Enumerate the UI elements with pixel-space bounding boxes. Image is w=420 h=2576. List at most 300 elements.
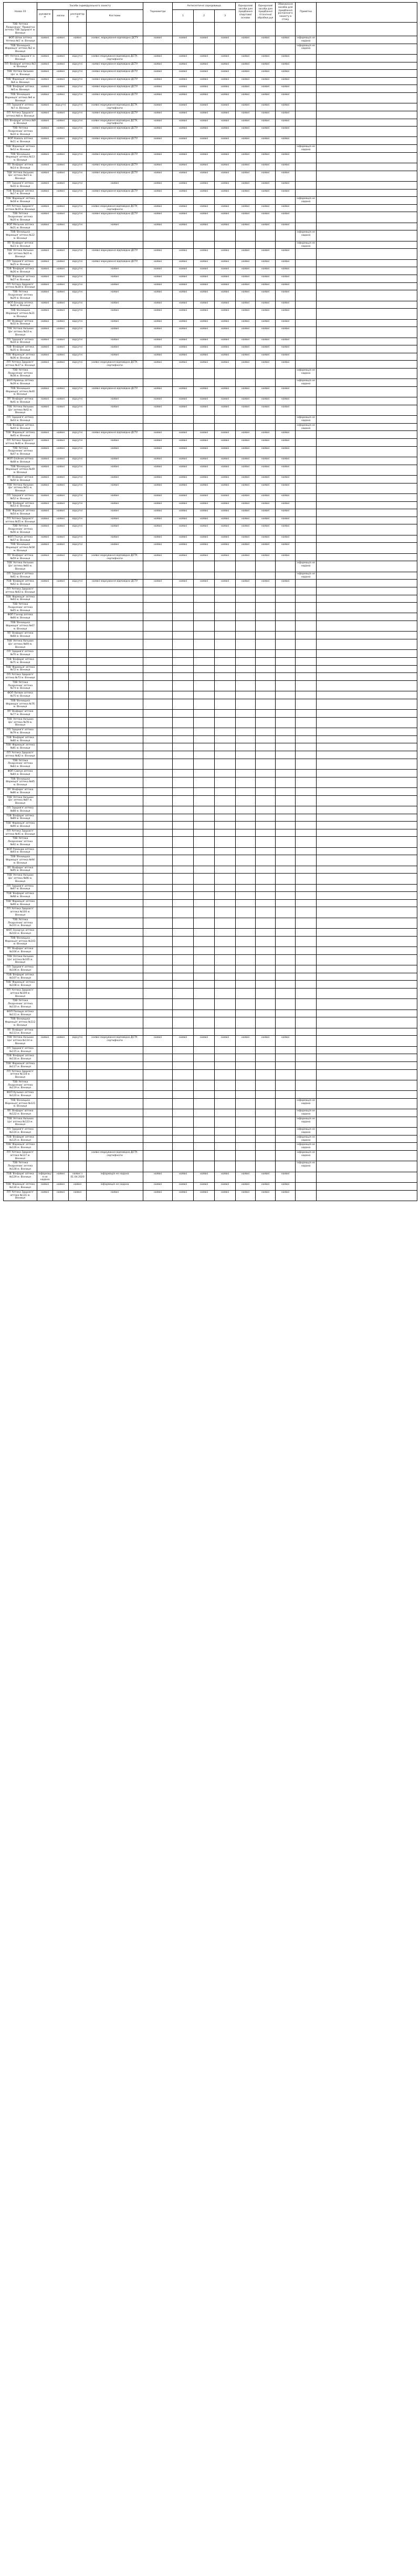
cell-hyg xyxy=(256,632,276,639)
cell-gloves xyxy=(37,769,53,777)
cell-resp xyxy=(69,981,87,989)
cell-hyg: наявні xyxy=(256,85,276,93)
cell-a3 xyxy=(215,710,236,718)
table-row xyxy=(4,517,417,524)
cell-spacer xyxy=(317,759,417,769)
cell-a1 xyxy=(173,929,194,937)
cell-therm xyxy=(143,587,173,595)
cell-a2: наявні xyxy=(194,501,215,509)
cell-gloves: наявні xyxy=(37,189,53,197)
header-means-group: Засоби індивідуального захисту xyxy=(37,3,143,10)
cell-masks: наявні xyxy=(53,327,69,338)
cell-a1: наявні xyxy=(173,553,194,561)
cell-disp xyxy=(236,1098,256,1109)
table-row xyxy=(4,267,417,275)
cell-gloves: наявні xyxy=(37,338,53,345)
table-row xyxy=(4,907,417,918)
cell-suits xyxy=(87,981,143,989)
table-row xyxy=(4,137,417,145)
table-row xyxy=(4,182,417,190)
cell-therm xyxy=(143,759,173,769)
cell-restr xyxy=(276,806,296,814)
cell-gloves xyxy=(37,929,53,937)
table-row xyxy=(4,171,417,181)
cell-restr: наявні xyxy=(276,483,296,493)
cell-therm: наявні xyxy=(143,319,173,327)
cell-masks: наявні xyxy=(53,62,69,70)
cell-suits xyxy=(87,658,143,666)
cell-name: ТОВ 'Фармація' аптека №27 м. Вінниця xyxy=(4,275,37,282)
table-row xyxy=(4,204,417,212)
table-row xyxy=(4,465,417,475)
cell-therm: наявні xyxy=(143,361,173,369)
cell-disp: наявні xyxy=(236,290,256,301)
cell-restr xyxy=(276,639,296,650)
cell-name: ТОВ 'Вінницька Фармація' аптека №112 м. Вінниця xyxy=(4,1017,37,1028)
cell-name: ПП 'Аптека Здоров'я' аптека №118 м. Вінниця xyxy=(4,1069,37,1080)
table-row xyxy=(4,999,417,1010)
cell-a2 xyxy=(194,1128,215,1135)
cell-a3 xyxy=(215,197,236,205)
cell-suits xyxy=(87,241,143,249)
cell-a2 xyxy=(194,829,215,837)
cell-hyg: наявні xyxy=(256,301,276,309)
cell-gloves xyxy=(37,561,53,572)
cell-masks: наявні xyxy=(53,54,69,62)
table-row xyxy=(4,1069,417,1080)
cell-disp xyxy=(236,1109,256,1117)
cell-gloves: наявні xyxy=(37,301,53,309)
cell-a1 xyxy=(173,814,194,822)
cell-hyg xyxy=(256,416,276,424)
cell-note xyxy=(296,493,317,501)
cell-masks xyxy=(53,416,69,424)
cell-name: ТОВ 'Вінницька Фармація' аптека №103 м. Вінниця xyxy=(4,936,37,947)
cell-note xyxy=(296,543,317,553)
cell-therm xyxy=(143,1028,173,1036)
cell-name: ПП 'Аптека Здоров'я' аптека №91 м. Вінниця xyxy=(4,829,37,837)
cell-a3 xyxy=(215,1128,236,1135)
cell-hyg: наявні xyxy=(256,457,276,465)
cell-a2: наявні xyxy=(194,77,215,85)
cell-masks: наявні xyxy=(53,189,69,197)
cell-resp xyxy=(69,743,87,751)
cell-disp xyxy=(236,230,256,241)
cell-resp xyxy=(69,639,87,650)
cell-suits: наявні маркування відповідно ДСТУ xyxy=(87,431,143,439)
cell-restr: наявні xyxy=(276,282,296,290)
cell-a3 xyxy=(215,988,236,998)
cell-resp: відсутні xyxy=(69,171,87,181)
cell-suits xyxy=(87,892,143,900)
cell-name: ТОВ 'Аптека Лікарняних' аптека №56 м. Вінниця xyxy=(4,524,37,535)
table-row xyxy=(4,535,417,543)
cell-name: ТОВ 'Фармація' аптека №117 м. Вінниця xyxy=(4,1061,37,1069)
cell-restr: наявні xyxy=(276,1183,296,1191)
cell-resp xyxy=(69,658,87,666)
cell-disp: наявні xyxy=(236,386,256,397)
cell-note xyxy=(296,973,317,981)
cell-disp: наявні xyxy=(236,103,256,111)
cell-disp: наявні xyxy=(236,85,256,93)
cell-a2: наявні xyxy=(194,70,215,78)
table-row xyxy=(4,111,417,119)
cell-note xyxy=(296,1183,317,1191)
cell-name: ТОВ 'Фармація' аптека №54 м. Вінниця xyxy=(4,509,37,517)
cell-therm: наявні xyxy=(143,282,173,290)
cell-spacer xyxy=(317,379,417,387)
cell-disp: наявні xyxy=(236,127,256,137)
cell-restr xyxy=(276,822,296,829)
cell-note: інформація не надана xyxy=(296,230,317,241)
cell-masks xyxy=(53,874,69,884)
cell-a3: наявні xyxy=(215,1172,236,1182)
cell-gloves: наявні xyxy=(37,54,53,62)
cell-suits xyxy=(87,423,143,431)
cell-disp: наявні xyxy=(236,580,256,587)
cell-a3 xyxy=(215,230,236,241)
cell-a1 xyxy=(173,572,194,580)
cell-resp xyxy=(69,613,87,621)
cell-restr: наявні xyxy=(276,267,296,275)
cell-name: ПП 'Здоров'я' аптека №52 м. Вінниця xyxy=(4,493,37,501)
cell-a1: наявні xyxy=(173,338,194,345)
cell-note xyxy=(296,954,317,965)
cell-disp xyxy=(236,735,256,743)
cell-note xyxy=(296,621,317,632)
header-dispensers: Одноразові засоби для придбання спиртової основи xyxy=(236,3,256,23)
cell-a2: наявні xyxy=(194,249,215,259)
cell-resp: відсутні xyxy=(69,476,87,483)
cell-note xyxy=(296,127,317,137)
cell-a1 xyxy=(173,806,194,814)
cell-masks: наявні xyxy=(53,249,69,259)
cell-restr: наявні xyxy=(276,36,296,44)
cell-resp xyxy=(69,907,87,918)
cell-resp xyxy=(69,379,87,387)
cell-a3 xyxy=(215,587,236,595)
cell-a1 xyxy=(173,899,194,907)
cell-spacer xyxy=(317,1091,417,1099)
cell-note xyxy=(296,1017,317,1028)
cell-resp xyxy=(69,751,87,759)
cell-note xyxy=(296,275,317,282)
cell-name: ТОВ 'Аптека Лікарняних' аптека №20 м. Вінниця xyxy=(4,212,37,223)
cell-a1: наявні xyxy=(173,517,194,524)
cell-restr: наявні xyxy=(276,182,296,190)
cell-a1 xyxy=(173,973,194,981)
cell-a3 xyxy=(215,145,236,153)
cell-a1 xyxy=(173,874,194,884)
cell-therm xyxy=(143,829,173,837)
cell-suits: наявні маркування відповідно ДСТУ, сертифікати xyxy=(87,361,143,369)
cell-spacer xyxy=(317,866,417,874)
cell-hyg xyxy=(256,855,276,866)
cell-name: ФОП Бондар аптека №30 м. Вінниця xyxy=(4,301,37,309)
cell-therm xyxy=(143,795,173,806)
cell-masks xyxy=(53,814,69,822)
cell-name: ТОВ 'Фармація' аптека №81 м. Вінниця xyxy=(4,743,37,751)
cell-a2: наявні xyxy=(194,543,215,553)
cell-masks xyxy=(53,595,69,603)
cell-hyg xyxy=(256,965,276,973)
cell-a3 xyxy=(215,368,236,378)
cell-a2: наявні xyxy=(194,327,215,338)
cell-disp xyxy=(236,999,256,1010)
cell-resp: відсутні xyxy=(69,439,87,447)
cell-a1: наявні xyxy=(173,1190,194,1201)
cell-hyg xyxy=(256,907,276,918)
cell-restr: наявні xyxy=(276,543,296,553)
cell-hyg xyxy=(256,145,276,153)
cell-resp: відсутні xyxy=(69,309,87,319)
cell-a1: наявні xyxy=(173,111,194,119)
cell-spacer xyxy=(317,981,417,989)
cell-gloves: наявні xyxy=(37,439,53,447)
cell-suits xyxy=(87,822,143,829)
cell-name: ПП 'Здоров'я' аптека №61 м. Вінниця xyxy=(4,572,37,580)
cell-a3 xyxy=(215,973,236,981)
cell-name: ТОВ 'Фармація' аптека №4 м. Вінниця xyxy=(4,77,37,85)
cell-a3 xyxy=(215,1069,236,1080)
cell-spacer xyxy=(317,397,417,405)
cell-disp xyxy=(236,561,256,572)
cell-disp: наявні xyxy=(236,483,256,493)
cell-a2: наявні xyxy=(194,152,215,163)
cell-restr xyxy=(276,572,296,580)
table-row xyxy=(4,650,417,658)
cell-a3: наявні xyxy=(215,319,236,327)
cell-note xyxy=(296,837,317,847)
cell-note xyxy=(296,728,317,736)
cell-resp: відсутні xyxy=(69,127,87,137)
cell-name: ТОВ 'Фармація' аптека №130 м. Вінниця xyxy=(4,1183,37,1191)
table-row xyxy=(4,1161,417,1172)
cell-gloves xyxy=(37,1017,53,1028)
cell-resp xyxy=(69,855,87,866)
cell-a1 xyxy=(173,751,194,759)
cell-name: ФОП Олійник аптека №48 м. Вінниця xyxy=(4,457,37,465)
cell-hyg: наявні xyxy=(256,70,276,78)
cell-suits: наявні xyxy=(87,182,143,190)
cell-resp: відсутні xyxy=(69,182,87,190)
cell-name: ТОВ 'Вінфарм' аптека №116 м. Вінниця xyxy=(4,1054,37,1062)
cell-a3 xyxy=(215,603,236,613)
table-row xyxy=(4,603,417,613)
cell-masks xyxy=(53,1135,69,1143)
cell-name: ТОВ 'Аптека Низьких Цін' аптека №105 м. Вінниця xyxy=(4,954,37,965)
cell-disp xyxy=(236,787,256,795)
cell-masks xyxy=(53,561,69,572)
cell-a1: наявні xyxy=(173,163,194,171)
cell-note xyxy=(296,501,317,509)
cell-a1 xyxy=(173,145,194,153)
cell-a2 xyxy=(194,899,215,907)
cell-suits xyxy=(87,587,143,595)
cell-disp: наявні xyxy=(236,1172,256,1182)
cell-a2: наявні xyxy=(194,483,215,493)
cell-a3: наявні xyxy=(215,483,236,493)
cell-resp xyxy=(69,197,87,205)
cell-hyg: наявні xyxy=(256,405,276,415)
cell-therm xyxy=(143,230,173,241)
cell-a2 xyxy=(194,699,215,709)
header-restriction: Обмеження засобів для придбання розчинного захисту в стоку xyxy=(276,3,296,23)
cell-gloves xyxy=(37,866,53,874)
cell-a3: наявні xyxy=(215,543,236,553)
cell-suits xyxy=(87,1091,143,1099)
cell-hyg: наявні xyxy=(256,259,276,267)
cell-masks: наявні xyxy=(53,397,69,405)
cell-note xyxy=(296,249,317,259)
cell-a1 xyxy=(173,769,194,777)
cell-masks xyxy=(53,1143,69,1151)
cell-gloves xyxy=(37,691,53,699)
cell-disp: наявні xyxy=(236,493,256,501)
cell-suits xyxy=(87,1098,143,1109)
cell-suits: наявні xyxy=(87,301,143,309)
cell-restr xyxy=(276,981,296,989)
cell-a2: наявні xyxy=(194,309,215,319)
cell-masks: наявні xyxy=(53,36,69,44)
cell-spacer xyxy=(317,127,417,137)
table-row xyxy=(4,197,417,205)
cell-hyg xyxy=(256,822,276,829)
cell-gloves xyxy=(37,673,53,681)
cell-a2 xyxy=(194,1135,215,1143)
cell-a1 xyxy=(173,988,194,998)
cell-masks xyxy=(53,1128,69,1135)
cell-masks xyxy=(53,954,69,965)
cell-disp xyxy=(236,145,256,153)
cell-name: ТОВ 'Фармація' аптека №18 м. Вінниця xyxy=(4,197,37,205)
cell-restr xyxy=(276,814,296,822)
table-row xyxy=(4,212,417,223)
cell-a1 xyxy=(173,197,194,205)
cell-spacer xyxy=(317,1080,417,1090)
table-row xyxy=(4,275,417,282)
cell-therm: наявні xyxy=(143,397,173,405)
cell-restr xyxy=(276,595,296,603)
cell-restr: наявні xyxy=(276,1190,296,1201)
cell-gloves xyxy=(37,368,53,378)
cell-name: ТОВ 'Аптека Низьких Цін' аптека №24 м. Вінниця xyxy=(4,249,37,259)
cell-a3 xyxy=(215,1046,236,1054)
cell-a2: наявні xyxy=(194,580,215,587)
header-respirators: респіратори xyxy=(69,10,87,23)
cell-gloves xyxy=(37,145,53,153)
cell-a2 xyxy=(194,572,215,580)
cell-note: інформація не надана xyxy=(296,1109,317,1117)
cell-gloves xyxy=(37,806,53,814)
cell-a1 xyxy=(173,1054,194,1062)
cell-gloves xyxy=(37,1054,53,1062)
table-row xyxy=(4,572,417,580)
cell-disp: наявні xyxy=(236,501,256,509)
table-row xyxy=(4,1091,417,1099)
header-antiseptic-1: 1 xyxy=(173,10,194,23)
cell-resp: відсутні xyxy=(69,319,87,327)
cell-a2 xyxy=(194,1161,215,1172)
cell-name: ПП 'Аптека Здоров'я' м. Вінниця xyxy=(4,54,37,62)
cell-disp: наявні xyxy=(236,182,256,190)
cell-name: ПП 'Аптека Здоров'я' аптека №82 м. Вінниця xyxy=(4,751,37,759)
cell-hyg: наявні xyxy=(256,1172,276,1182)
cell-masks: наявні xyxy=(53,386,69,397)
cell-resp: відсутні xyxy=(69,62,87,70)
cell-suits: наявні xyxy=(87,345,143,353)
cell-suits xyxy=(87,595,143,603)
cell-hyg: наявні xyxy=(256,36,276,44)
cell-masks: наявні xyxy=(53,446,69,457)
cell-a3: наявні xyxy=(215,189,236,197)
cell-resp xyxy=(69,1061,87,1069)
cell-disp: наявні xyxy=(236,212,256,223)
cell-a2 xyxy=(194,658,215,666)
cell-disp: наявні xyxy=(236,517,256,524)
cell-therm xyxy=(143,595,173,603)
cell-masks xyxy=(53,829,69,837)
cell-spacer xyxy=(317,806,417,814)
cell-a1 xyxy=(173,632,194,639)
cell-disp xyxy=(236,884,256,892)
cell-name: ТОВ 'Фармація' аптека №90 м. Вінниця xyxy=(4,822,37,829)
cell-a2 xyxy=(194,769,215,777)
cell-suits xyxy=(87,665,143,673)
table-row xyxy=(4,1098,417,1109)
cell-spacer xyxy=(317,710,417,718)
cell-hyg: наявні xyxy=(256,483,276,493)
cell-disp xyxy=(236,988,256,998)
cell-note xyxy=(296,814,317,822)
cell-resp: відсутні xyxy=(69,345,87,353)
cell-therm xyxy=(143,892,173,900)
cell-resp xyxy=(69,884,87,892)
cell-gloves: наявні xyxy=(37,119,53,127)
cell-a3 xyxy=(215,1010,236,1017)
cell-a1: наявні xyxy=(173,543,194,553)
cell-a2 xyxy=(194,1109,215,1117)
cell-disp: наявні xyxy=(236,353,256,361)
cell-resp xyxy=(69,423,87,431)
cell-hyg xyxy=(256,743,276,751)
cell-gloves: наявні xyxy=(37,476,53,483)
cell-gloves: наявні xyxy=(37,85,53,93)
cell-a3: наявні xyxy=(215,457,236,465)
table-row xyxy=(4,691,417,699)
cell-hyg: наявні xyxy=(256,189,276,197)
cell-a2: наявні xyxy=(194,137,215,145)
cell-note: інформація не надана xyxy=(296,572,317,580)
cell-name: ПП 'Аптека Здоров'я' аптека №37 м. Вінниця xyxy=(4,361,37,369)
cell-disp: наявні xyxy=(236,163,256,171)
table-row xyxy=(4,163,417,171)
cell-therm xyxy=(143,658,173,666)
cell-note: інформація не надана xyxy=(296,1098,317,1109)
cell-gloves xyxy=(37,603,53,613)
cell-note xyxy=(296,673,317,681)
cell-gloves xyxy=(37,954,53,965)
cell-a1: наявні xyxy=(173,182,194,190)
cell-name: ПП 'Вінфарм' аптека №3 м. Вінниця xyxy=(4,62,37,70)
cell-masks xyxy=(53,680,69,691)
cell-suits xyxy=(87,145,143,153)
cell-disp xyxy=(236,423,256,431)
cell-therm xyxy=(143,1143,173,1151)
table-row xyxy=(4,639,417,650)
cell-a2 xyxy=(194,717,215,728)
cell-a3 xyxy=(215,572,236,580)
